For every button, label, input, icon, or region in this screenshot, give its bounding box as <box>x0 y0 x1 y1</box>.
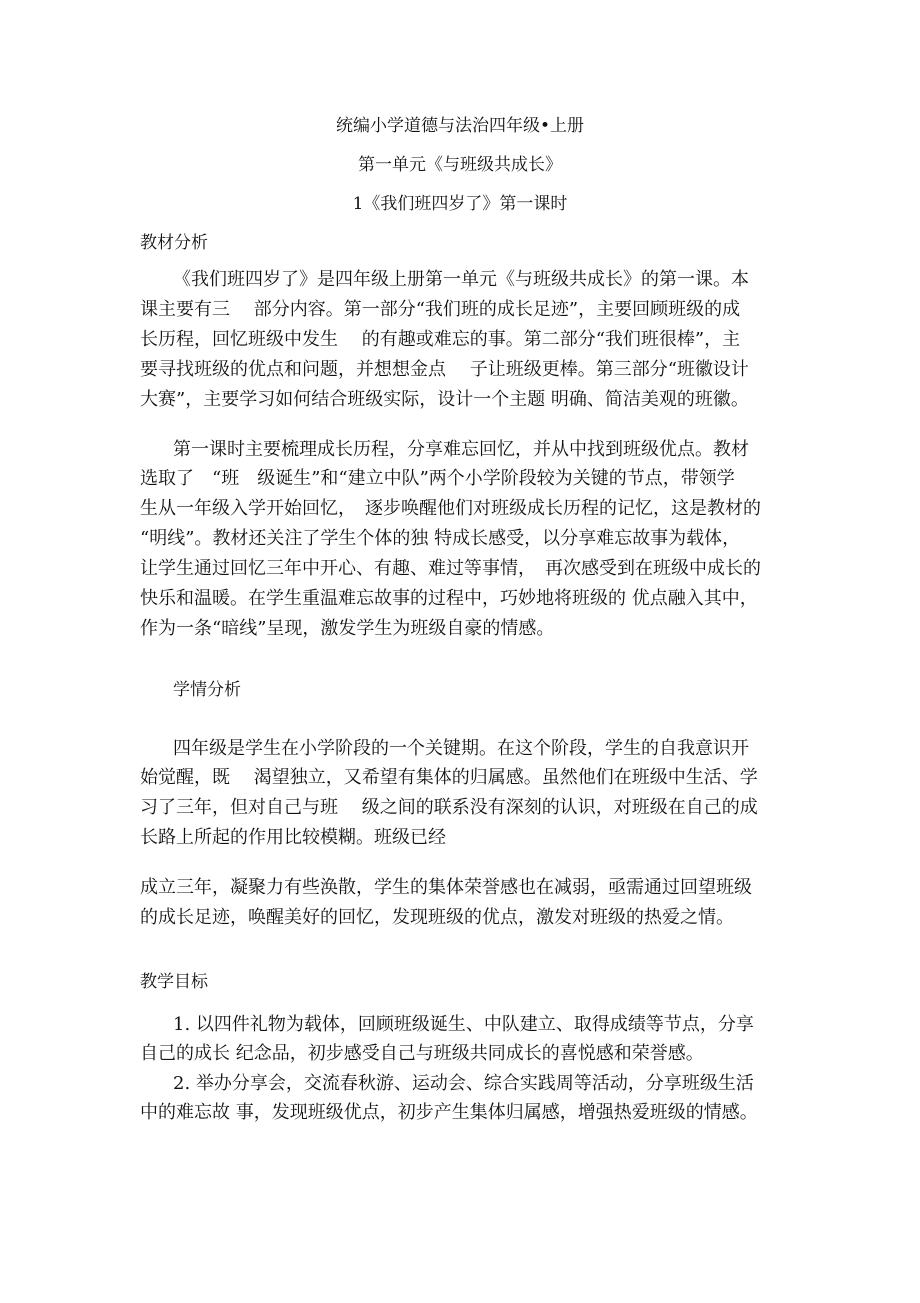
student-para1-line: 长路上所起的作用比较模糊。班级已经 <box>140 827 446 848</box>
student-para1-line: 四年级是学生在小学阶段的一个关键期。在这个阶段，学生的自我意识开 <box>173 738 749 759</box>
material-para2-line: 作为一条“暗线”呈现，激发学生为班级自豪的情感。 <box>140 618 555 639</box>
material-para2-line: 选取了 “班 级诞生”和“建立中队”两个小学阶段较为关键的节点，带领学 <box>140 468 735 489</box>
unit-title: 第一单元《与班级共成长》 <box>358 155 562 175</box>
material-para2-line: “明线”。教材还关注了学生个体的独 特成长感受，以分享难忘故事为载体， <box>140 528 741 549</box>
book-title: 统编小学道德与法治四年级•上册 <box>335 116 585 136</box>
lesson-title: 1《我们班四岁了》第一课时 <box>352 194 568 214</box>
teaching-goals-heading: 教学目标 <box>140 972 208 992</box>
goal-item-1-line: 1. 以四件礼物为载体，回顾班级诞生、中队建立、取得成绩等节点，分享 <box>173 1014 754 1035</box>
material-para1-line: 课主要有三 部分内容。第一部分“我们班的成长足迹”，主要回顾班级的成 <box>140 299 741 320</box>
material-para1-line: 要寻找班级的优点和问题，并想想金点 子让班级更棒。第三部分“班徽设计 <box>140 359 749 380</box>
material-analysis-heading: 教材分析 <box>140 233 208 253</box>
material-para2-line: 快乐和温暖。在学生重温难忘故事的过程中，巧妙地将班级的 优点融入其中， <box>140 588 758 609</box>
material-para2-line: 第一课时主要梳理成长历程，分享难忘回忆，并从中找到班级优点。教材 <box>173 439 749 460</box>
material-para1-line: 大赛”，主要学习如何结合班级实际，设计一个主题 明确、简洁美观的班徽。 <box>140 389 749 410</box>
goal-item-2-line: 2. 举办分享会，交流春秋游、运动会、综合实践周等活动，分享班级生活 <box>173 1073 754 1094</box>
student-para2-line: 成立三年，凝聚力有些涣散，学生的集体荣誉感也在减弱，亟需通过回望班级 <box>140 877 752 898</box>
student-para1-line: 习了三年，但对自己与班 级之间的联系没有深刻的认识，对班级在自己的成 <box>140 797 758 818</box>
student-analysis-heading: 学情分析 <box>173 680 241 700</box>
material-para2-line: 让学生通过回忆三年中开心、有趣、难过等事情， 再次感受到在班级中成长的 <box>140 558 761 579</box>
student-para2-line: 的成长足迹，唤醒美好的回忆，发现班级的优点，激发对班级的热爱之情。 <box>140 907 734 928</box>
material-para2-line: 生从一年级入学开始回忆， 逐步唤醒他们对班级成长历程的记忆，这是教材的 <box>140 498 761 519</box>
material-para1-line: 长历程，回忆班级中发生 的有趣或难忘的事。第二部分“我们班很棒”，主 <box>140 329 741 350</box>
student-para1-line: 始觉醒，既 渴望独立，又希望有集体的归属感。虽然他们在班级中生活、学 <box>140 767 758 788</box>
material-para1-line: 《我们班四岁了》是四年级上册第一单元《与班级共成长》的第一课。本 <box>173 269 749 290</box>
goal-item-1-line: 自己的成长 纪念品，初步感受自己与班级共同成长的喜悦感和荣誉感。 <box>140 1043 704 1064</box>
goal-item-2-line: 中的难忘故 事，发现班级优点，初步产生集体归属感，增强热爱班级的情感。 <box>140 1102 758 1123</box>
